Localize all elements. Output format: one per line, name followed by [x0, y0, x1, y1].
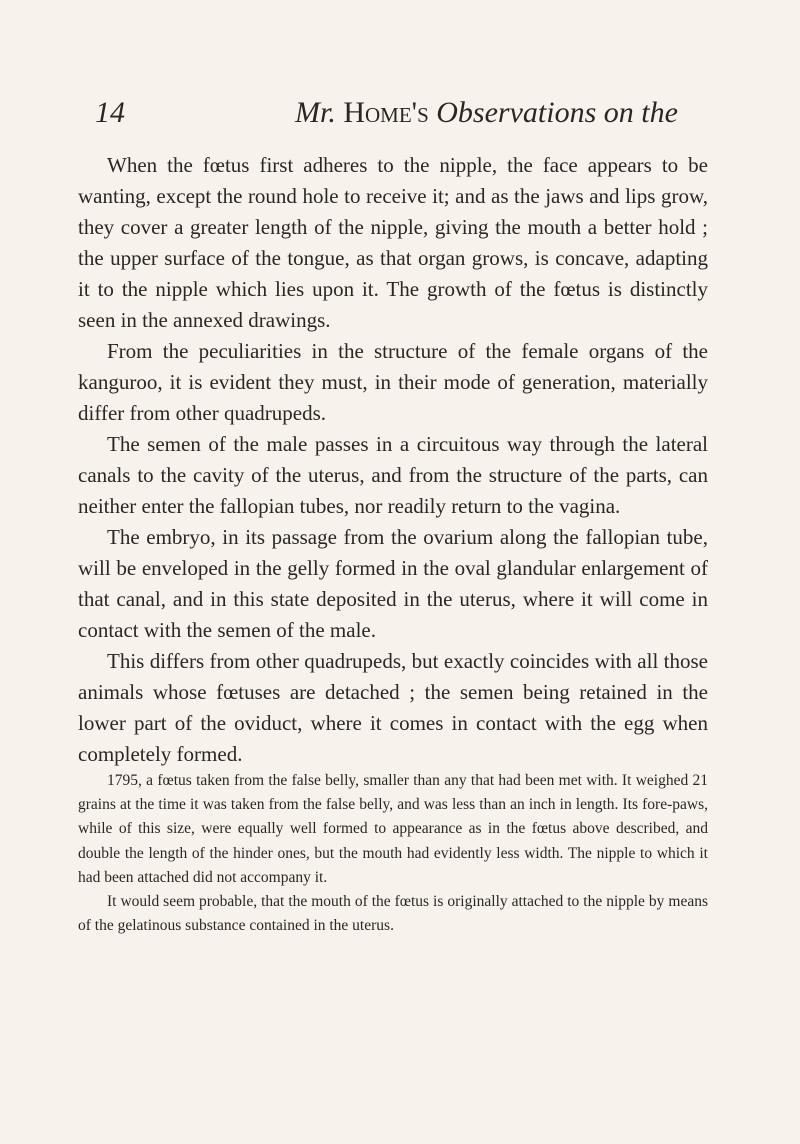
paragraph-5: This differs from other quadrupeds, but exactly coincides with all those animals whose fœtuses are detached ; the semen being retained in the lower part of the oviduct, where it comes in contact with the egg when completely formed. — [78, 649, 708, 766]
footnote-paragraph-2: It would seem probable, that the mouth of the fœtus is originally attached to the nipple by means of the gelatinous substance contained in the uterus. — [78, 893, 708, 935]
running-head-mr: Mr. — [295, 96, 336, 129]
running-head-home: Home's — [343, 96, 429, 129]
paragraph-4: The embryo, in its passage from the ovarium along the fallopian tube, will be enveloped in the gelly formed in the oval glandular enlargement of that canal, and in this state deposited in the uterus, where it will come in contact with the semen of the male. — [78, 525, 708, 642]
paragraph-1: When the fœtus first adheres to the nipple, the face appears to be wanting, except the round hole to receive it; and as the jaws and lips grow, they cover a greater length of the nipple, giving the mouth a better hold ; the upper surface of the tongue, as that organ grows, is concave, adapting it to the nipple which lies upon it. The growth of the fœtus is distinctly seen in the annexed drawings. — [78, 153, 708, 332]
page-header — [95, 96, 715, 136]
paragraph-3: The semen of the male passes in a circuitous way through the lateral canals to the cavity of the uterus, and from the structure of the parts, can neither enter the fallopian tubes, nor readily return to the vagina. — [78, 432, 708, 518]
paragraph-2: From the peculiarities in the structure of the female organs of the kanguroo, it is evident they must, in their mode of generation, materially differ from other quadrupeds. — [78, 339, 708, 425]
main-text — [78, 150, 708, 770]
running-head-title: Observations on the — [436, 96, 678, 129]
page-number: 14 — [95, 96, 125, 129]
running-head — [295, 96, 678, 130]
footnote-paragraph-1: 1795, a fœtus taken from the false belly, smaller than any that had been met with. It weighed 21 grains at the time it was taken from the false belly, and was less than an inch in length. Its fore-paws, while of this size, were equally well formed to appearance as in the fœtus above described, and double the length of the hinder ones, but the mouth had evidently less width. The nipple to which it had been attached did not accompany it. — [78, 772, 708, 886]
footnote — [78, 769, 708, 938]
